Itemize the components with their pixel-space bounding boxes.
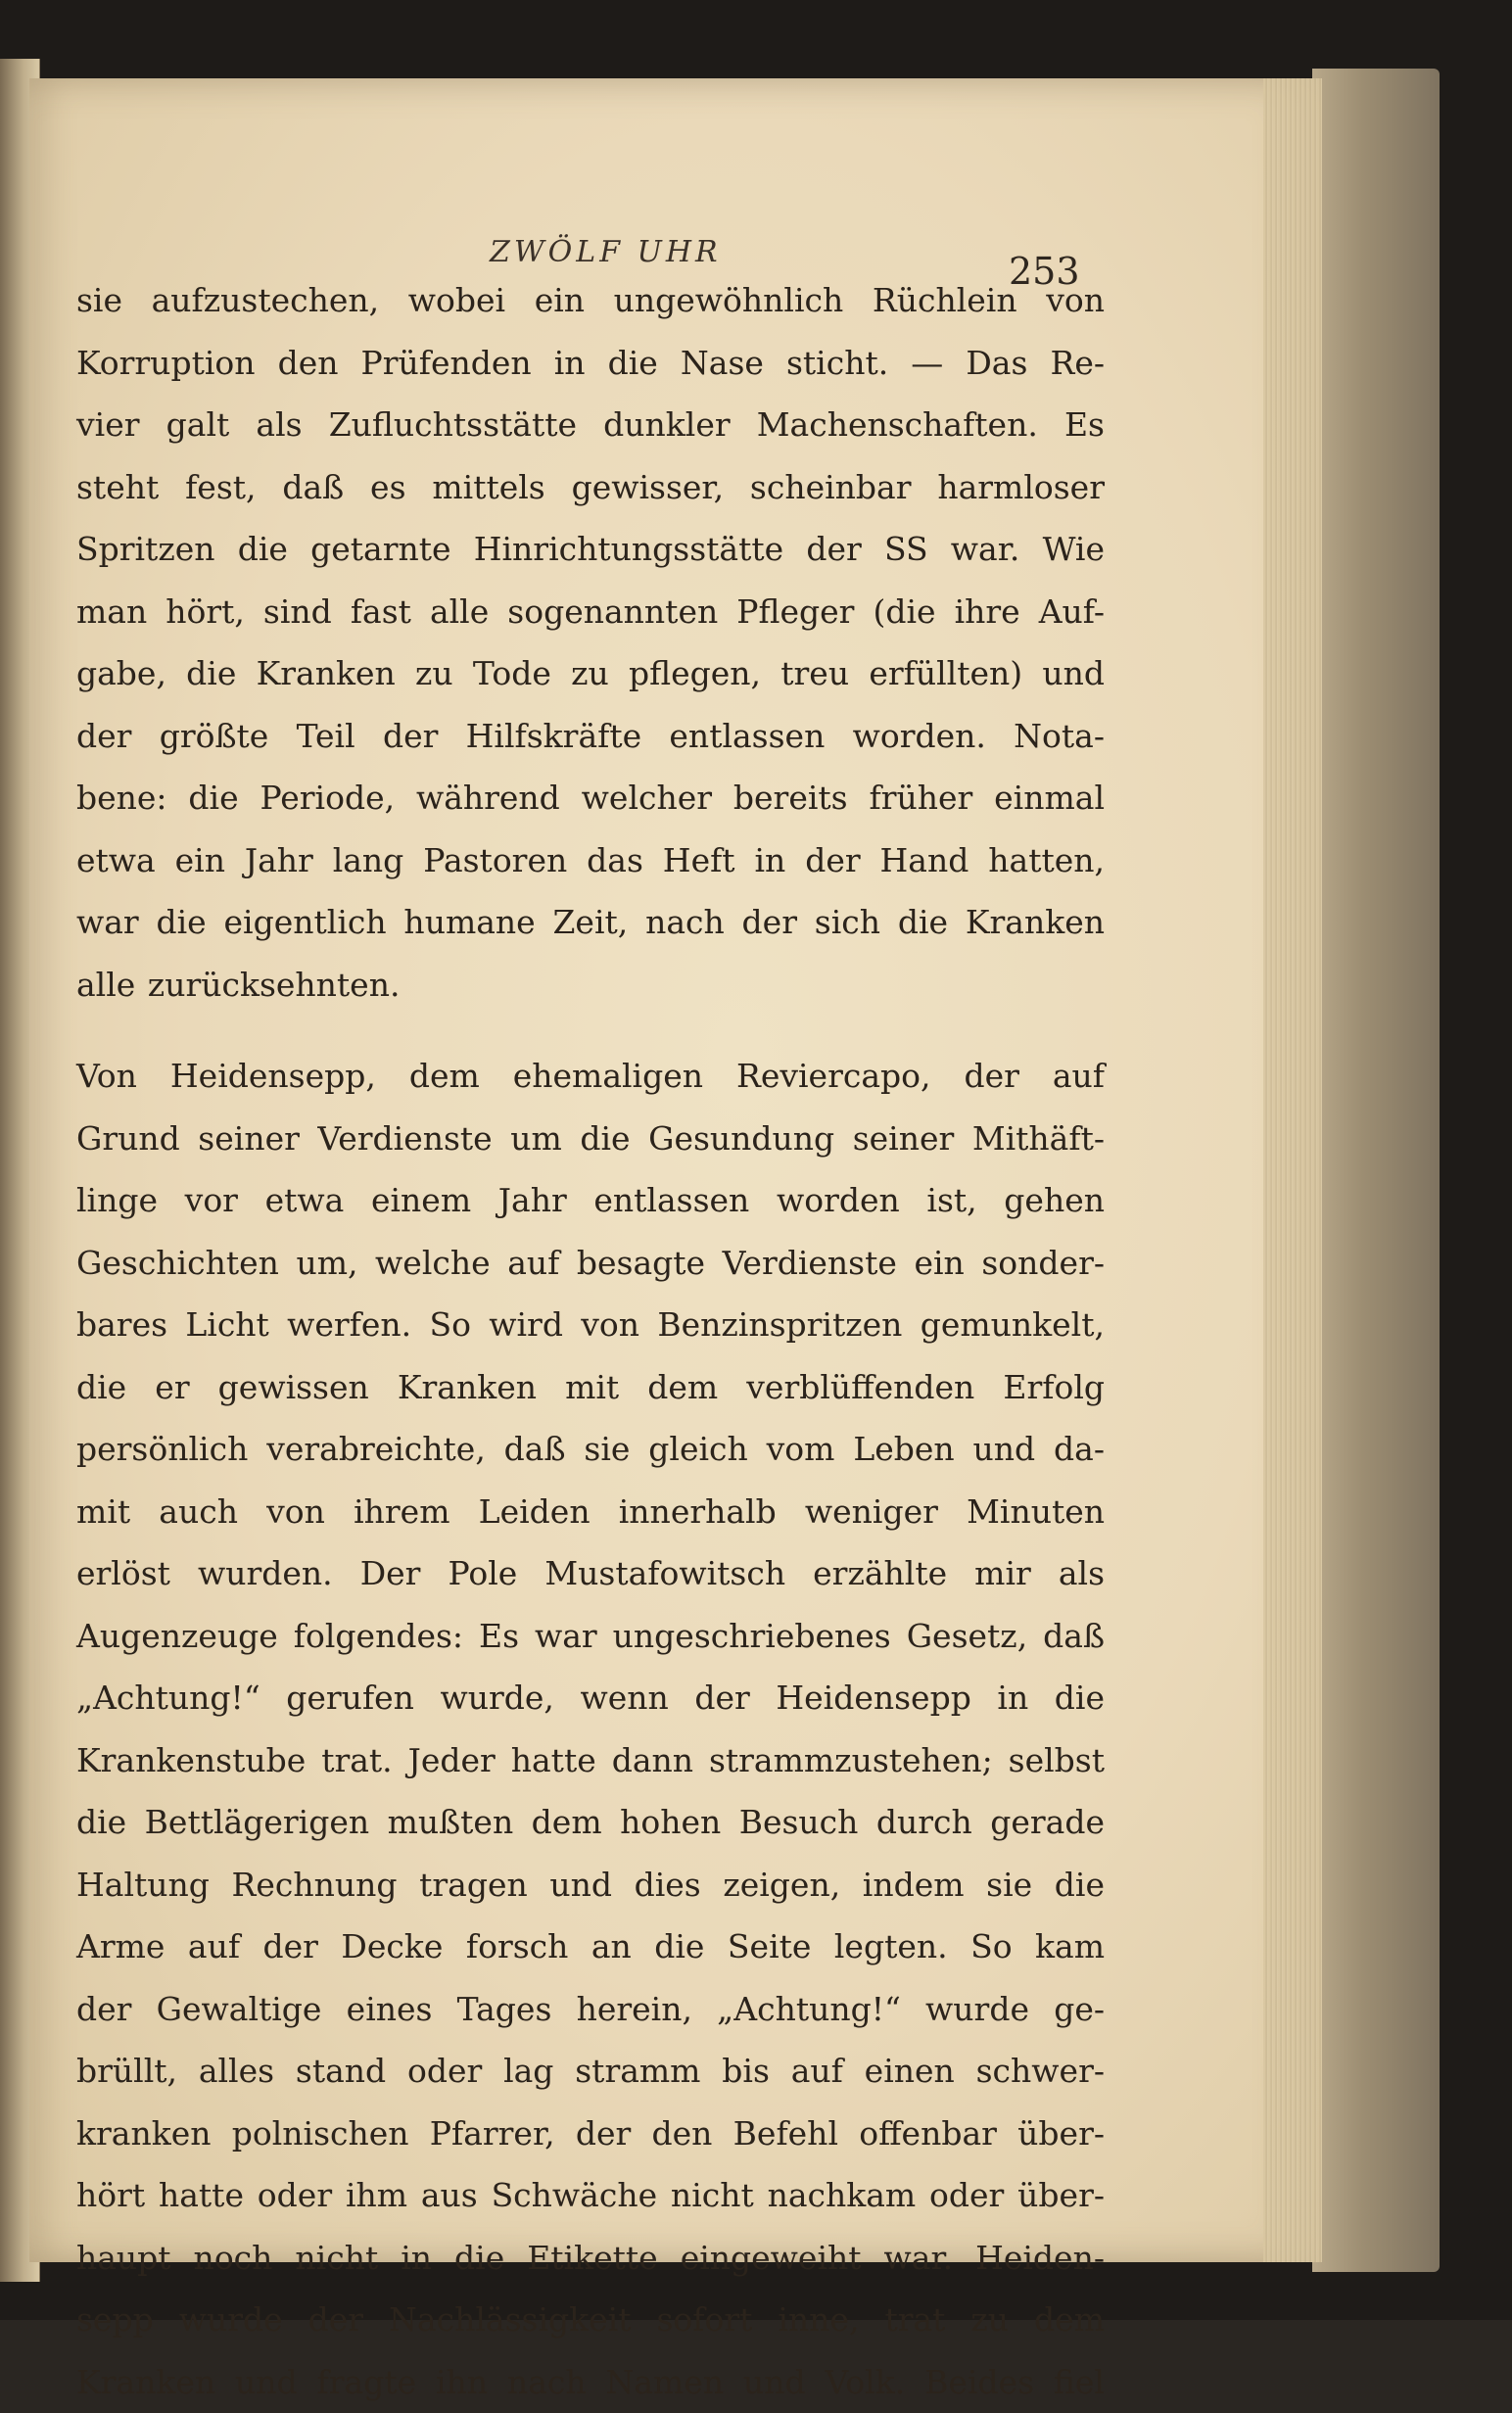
text-line: gabe, die Kranken zu Tode zu pflegen, treu erfüllten) und	[76, 642, 1105, 705]
book-cover-edge	[1312, 69, 1440, 2272]
text-line: sepp wurde der Nachlässigkeit sofort inne, trat zu dem	[76, 2289, 1105, 2351]
text-line: brüllt, alles stand oder lag stramm bis auf einen schwer-	[76, 2040, 1105, 2103]
text-line: bares Licht werfen. So wird von Benzinspritzen gemunkelt,	[76, 1294, 1105, 1356]
text-line: sie aufzustechen, wobei ein ungewöhnlich Rüchlein von	[76, 269, 1105, 332]
running-head: ZWÖLF UHR	[490, 235, 881, 269]
text-line: linge vor etwa einem Jahr entlassen worden ist, gehen	[76, 1169, 1105, 1232]
text-line: die Bettlägerigen mußten dem hohen Besuch durch gerade	[76, 1791, 1105, 1854]
text-line: „Achtung!“ gerufen wurde, wenn der Heidensepp in die	[76, 1667, 1105, 1729]
text-line: Geschichten um, welche auf besagte Verdienste ein sonder-	[76, 1232, 1105, 1295]
text-line: haupt noch nicht in die Etikette eingeweiht war. Heiden-	[76, 2227, 1105, 2290]
text-line: der größte Teil der Hilfskräfte entlassen worden. Nota-	[76, 705, 1105, 768]
text-line: der Gewaltige eines Tages herein, „Achtung!“ wurde ge-	[76, 1978, 1105, 2041]
text-line: etwa ein Jahr lang Pastoren das Heft in der Hand hatten,	[76, 829, 1105, 892]
text-line: Haltung Rechnung tragen und dies zeigen, indem sie die	[76, 1854, 1105, 1916]
text-line: Krankenstube trat. Jeder hatte dann strammzustehen; selbst	[76, 1729, 1105, 1792]
text-line: Arme auf der Decke forsch an die Seite legten. So kam	[76, 1916, 1105, 1978]
text-line: Kranken und fragte ihn nach Namen und Volk. Beides fiel	[76, 2351, 1105, 2413]
text-line: Spritzen die getarnte Hinrichtungsstätte der SS war. Wie	[76, 518, 1105, 581]
text-line: hört hatte oder ihm aus Schwäche nicht nachkam oder über-	[76, 2164, 1105, 2227]
paragraph-1	[76, 269, 1105, 1016]
text-line: alle zurücksehnten.	[76, 954, 1105, 1017]
text-line: Grund seiner Verdienste um die Gesundung seiner Mithäft-	[76, 1108, 1105, 1170]
text-line: persönlich verabreichte, daß sie gleich vom Leben und da-	[76, 1418, 1105, 1481]
page-number: 253	[1009, 250, 1080, 293]
text-line: war die eigentlich humane Zeit, nach der sich die Kranken	[76, 891, 1105, 954]
text-line: steht fest, daß es mittels gewisser, scheinbar harmloser	[76, 456, 1105, 519]
text-line: erlöst wurden. Der Pole Mustafowitsch erzählte mir als	[76, 1542, 1105, 1605]
body-text	[76, 269, 1105, 2413]
text-line: mit auch von ihrem Leiden innerhalb weniger Minuten	[76, 1481, 1105, 1543]
text-line: kranken polnischen Pfarrer, der den Befehl offenbar über-	[76, 2103, 1105, 2165]
text-line: Augenzeuge folgendes: Es war ungeschriebenes Gesetz, daß	[76, 1605, 1105, 1668]
text-line: man hört, sind fast alle sogenannten Pfleger (die ihre Auf-	[76, 581, 1105, 643]
text-line: vier galt als Zufluchtsstätte dunkler Machenschaften. Es	[76, 394, 1105, 456]
paragraph-2	[76, 1045, 1105, 2413]
paragraph-spacing	[76, 1016, 1105, 1045]
page-stack-edges	[1263, 78, 1322, 2262]
text-line: Korruption den Prüfenden in die Nase sticht. — Das Re-	[76, 332, 1105, 395]
text-line: Von Heidensepp, dem ehemaligen Reviercapo, der auf	[76, 1045, 1105, 1108]
text-line: die er gewissen Kranken mit dem verblüffenden Erfolg	[76, 1356, 1105, 1419]
text-line: bene: die Periode, während welcher bereits früher einmal	[76, 767, 1105, 829]
book-page	[29, 78, 1322, 2262]
